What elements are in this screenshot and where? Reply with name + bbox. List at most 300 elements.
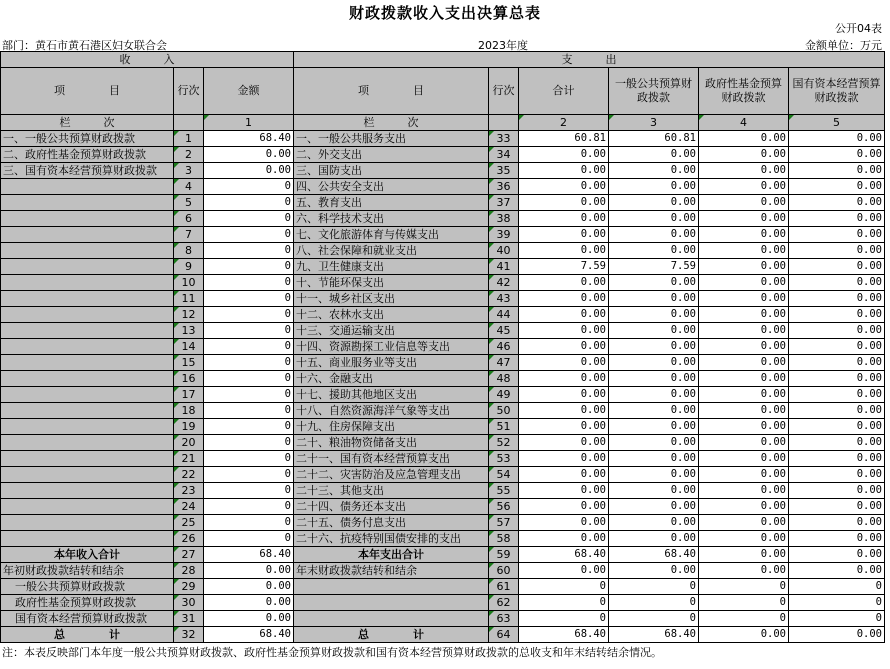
table-row	[1, 243, 885, 259]
expense-gov-fund[interactable]: 0.00	[699, 291, 789, 307]
blank-item	[294, 611, 489, 627]
expense-total[interactable]: 0.00	[519, 467, 609, 483]
expense-general-budget[interactable]: 0.00	[609, 499, 699, 515]
line-no: 25	[174, 515, 204, 531]
line-no: 64	[489, 627, 519, 643]
expense-gov-fund[interactable]: 0.00	[699, 179, 789, 195]
line-no: 2	[174, 147, 204, 163]
blank-item	[294, 595, 489, 611]
line-no: 16	[174, 371, 204, 387]
line-no: 14	[174, 339, 204, 355]
expense-item: 十九、住房保障支出	[294, 419, 489, 435]
expense-general-budget[interactable]: 0.00	[609, 355, 699, 371]
line-no: 60	[489, 563, 519, 579]
expense-gov-fund[interactable]: 0.00	[699, 403, 789, 419]
table-row	[1, 419, 885, 435]
cell-fund[interactable]: 0	[699, 579, 789, 595]
line-no: 59	[489, 547, 519, 563]
grand-expense-label: 总 计	[294, 627, 489, 643]
expense-gov-fund[interactable]: 0.00	[699, 243, 789, 259]
expense-item: 八、社会保障和就业支出	[294, 243, 489, 259]
income-item	[1, 227, 174, 243]
expense-state-capital[interactable]: 0.00	[789, 467, 885, 483]
income-item	[1, 419, 174, 435]
expense-item: 七、文化旅游体育与传媒支出	[294, 227, 489, 243]
begin-general-amount[interactable]: 0.00	[204, 579, 294, 595]
income-amount[interactable]: 0	[204, 419, 294, 435]
begin-capital-amount[interactable]: 0.00	[204, 611, 294, 627]
expense-total[interactable]: 0.00	[519, 163, 609, 179]
expense-state-capital[interactable]: 0.00	[789, 131, 885, 147]
expense-general-budget[interactable]: 0.00	[609, 179, 699, 195]
expense-total[interactable]: 0.00	[519, 291, 609, 307]
income-amount[interactable]: 0	[204, 339, 294, 355]
expense-total[interactable]: 0.00	[519, 307, 609, 323]
expense-state-capital[interactable]: 0.00	[789, 259, 885, 275]
income-amount[interactable]: 0	[204, 451, 294, 467]
report-title: 财政拨款收入支出决算总表	[348, 4, 541, 22]
expense-gov-fund[interactable]: 0.00	[699, 499, 789, 515]
expense-item: 二十五、债务付息支出	[294, 515, 489, 531]
expense-gov-fund[interactable]: 0.00	[699, 259, 789, 275]
income-amount[interactable]: 0	[204, 259, 294, 275]
expense-total[interactable]: 0.00	[519, 339, 609, 355]
line-no: 5	[174, 195, 204, 211]
line-no: 3	[174, 163, 204, 179]
income-item	[1, 387, 174, 403]
income-amount[interactable]: 0	[204, 291, 294, 307]
expense-gov-fund[interactable]: 0.00	[699, 419, 789, 435]
table-row	[1, 195, 885, 211]
expense-total[interactable]: 0.00	[519, 515, 609, 531]
line-no: 29	[174, 579, 204, 595]
expense-item: 十八、自然资源海洋气象等支出	[294, 403, 489, 419]
income-amount[interactable]: 0.00	[204, 147, 294, 163]
cell-general[interactable]: 0	[609, 611, 699, 627]
expense-total[interactable]: 0.00	[519, 275, 609, 291]
income-item	[1, 355, 174, 371]
cell-fund[interactable]: 0	[699, 595, 789, 611]
line-no: 6	[174, 211, 204, 227]
expense-state-capital[interactable]: 0.00	[789, 355, 885, 371]
income-item	[1, 211, 174, 227]
expense-item: 四、公共安全支出	[294, 179, 489, 195]
expense-state-capital[interactable]: 0.00	[789, 435, 885, 451]
expense-state-capital[interactable]: 0.00	[789, 483, 885, 499]
line-no: 22	[174, 467, 204, 483]
expense-general-budget[interactable]: 0.00	[609, 483, 699, 499]
expense-general-budget[interactable]: 0.00	[609, 371, 699, 387]
expense-gov-fund[interactable]: 0.00	[699, 451, 789, 467]
line-no: 47	[489, 355, 519, 371]
column-index-4: 4	[699, 115, 789, 131]
expense-total[interactable]: 0.00	[519, 227, 609, 243]
fiscal-year: 2023年度	[478, 39, 528, 52]
year-expense-capital[interactable]: 0.00	[789, 547, 885, 563]
table-row	[1, 531, 885, 547]
table-row	[1, 499, 885, 515]
income-item	[1, 307, 174, 323]
expense-general-budget[interactable]: 0.00	[609, 451, 699, 467]
expense-gov-fund[interactable]: 0.00	[699, 211, 789, 227]
column-index-2: 2	[519, 115, 609, 131]
expense-item: 五、教育支出	[294, 195, 489, 211]
line-no: 27	[174, 547, 204, 563]
expense-total[interactable]: 0.00	[519, 371, 609, 387]
grand-expense-capital[interactable]: 0.00	[789, 627, 885, 643]
column-index-1: 1	[204, 115, 294, 131]
expense-state-capital[interactable]: 0.00	[789, 339, 885, 355]
expense-state-capital[interactable]: 0.00	[789, 323, 885, 339]
expense-item: 九、卫生健康支出	[294, 259, 489, 275]
year-income-total-amount[interactable]: 68.40	[204, 547, 294, 563]
grand-expense-general[interactable]: 68.40	[609, 627, 699, 643]
grand-expense-total[interactable]: 68.40	[519, 627, 609, 643]
line-no: 49	[489, 387, 519, 403]
expense-general-budget[interactable]: 0.00	[609, 275, 699, 291]
income-amount[interactable]: 0	[204, 515, 294, 531]
expense-gov-fund[interactable]: 0.00	[699, 515, 789, 531]
begin-balance-amount[interactable]: 0.00	[204, 563, 294, 579]
expense-gov-fund[interactable]: 0.00	[699, 531, 789, 547]
end-balance-label: 年末财政拨款结转和结余	[294, 563, 489, 579]
cell-general[interactable]: 0	[609, 579, 699, 595]
expense-gov-fund[interactable]: 0.00	[699, 371, 789, 387]
expense-item-header: 项 目	[294, 68, 489, 115]
line-no: 26	[174, 531, 204, 547]
income-item	[1, 515, 174, 531]
expense-total[interactable]: 0.00	[519, 195, 609, 211]
line-no: 18	[174, 403, 204, 419]
expense-total[interactable]: 0.00	[519, 211, 609, 227]
column-index-blank	[489, 115, 519, 131]
expense-general-budget[interactable]: 0.00	[609, 291, 699, 307]
line-no: 48	[489, 371, 519, 387]
cell-total[interactable]: 0	[519, 595, 609, 611]
expense-general-budget[interactable]: 0.00	[609, 147, 699, 163]
line-no: 44	[489, 307, 519, 323]
expense-gov-fund[interactable]: 0.00	[699, 387, 789, 403]
expense-total[interactable]: 7.59	[519, 259, 609, 275]
expense-item: 十七、援助其他地区支出	[294, 387, 489, 403]
income-amount[interactable]: 0	[204, 435, 294, 451]
line-no: 15	[174, 355, 204, 371]
expense-state-capital[interactable]: 0.00	[789, 387, 885, 403]
line-no: 32	[174, 627, 204, 643]
expense-state-capital[interactable]: 0.00	[789, 419, 885, 435]
expense-gov-fund[interactable]: 0.00	[699, 339, 789, 355]
cell-fund[interactable]: 0	[699, 611, 789, 627]
end-balance-capital[interactable]: 0.00	[789, 563, 885, 579]
expense-state-capital[interactable]: 0.00	[789, 515, 885, 531]
grand-income-amount[interactable]: 68.40	[204, 627, 294, 643]
line-no: 51	[489, 419, 519, 435]
income-amount[interactable]: 0	[204, 467, 294, 483]
line-no: 11	[174, 291, 204, 307]
table-row	[1, 227, 885, 243]
income-item	[1, 179, 174, 195]
general-budget-header: 一般公共预算财政拨款	[609, 68, 699, 115]
income-item	[1, 195, 174, 211]
table-row	[1, 147, 885, 163]
line-no: 30	[174, 595, 204, 611]
expense-general-budget[interactable]: 0.00	[609, 403, 699, 419]
income-amount[interactable]: 0	[204, 499, 294, 515]
line-no: 38	[489, 211, 519, 227]
expense-general-budget[interactable]: 0.00	[609, 419, 699, 435]
expense-total[interactable]: 0.00	[519, 419, 609, 435]
income-amount[interactable]: 0	[204, 243, 294, 259]
expense-state-capital[interactable]: 0.00	[789, 211, 885, 227]
expense-total[interactable]: 0.00	[519, 403, 609, 419]
expense-gov-fund[interactable]: 0.00	[699, 435, 789, 451]
expense-state-capital[interactable]: 0.00	[789, 451, 885, 467]
income-amount[interactable]: 0	[204, 483, 294, 499]
line-no: 10	[174, 275, 204, 291]
expense-state-capital[interactable]: 0.00	[789, 403, 885, 419]
expense-gov-fund[interactable]: 0.00	[699, 195, 789, 211]
department-label: 部门：黄石市黄石港区妇女联合会	[2, 39, 167, 52]
income-item	[1, 467, 174, 483]
expense-state-capital[interactable]: 0.00	[789, 531, 885, 547]
line-no: 36	[489, 179, 519, 195]
expense-general-budget[interactable]: 0.00	[609, 211, 699, 227]
expense-total[interactable]: 0.00	[519, 499, 609, 515]
income-item	[1, 339, 174, 355]
year-expense-fund[interactable]: 0.00	[699, 547, 789, 563]
expense-total[interactable]: 0.00	[519, 451, 609, 467]
income-item	[1, 259, 174, 275]
cell-general[interactable]: 0	[609, 595, 699, 611]
expense-general-budget[interactable]: 0.00	[609, 323, 699, 339]
year-income-total-label: 本年收入合计	[1, 547, 174, 563]
income-amount[interactable]: 0	[204, 403, 294, 419]
line-no: 61	[489, 579, 519, 595]
table-row	[1, 211, 885, 227]
line-no: 4	[174, 179, 204, 195]
income-item	[1, 403, 174, 419]
begin-balance-label: 年初财政拨款结转和结余	[1, 563, 174, 579]
line-no: 34	[489, 147, 519, 163]
table-row	[1, 435, 885, 451]
gov-fund-header: 政府性基金预算财政拨款	[699, 68, 789, 115]
line-no: 54	[489, 467, 519, 483]
income-item	[1, 435, 174, 451]
expense-item: 十五、商业服务业等支出	[294, 355, 489, 371]
blank-item	[294, 579, 489, 595]
year-expense-total[interactable]: 68.40	[519, 547, 609, 563]
income-item	[1, 291, 174, 307]
expense-state-capital[interactable]: 0.00	[789, 307, 885, 323]
line-no: 41	[489, 259, 519, 275]
cell-capital[interactable]: 0	[789, 579, 885, 595]
expense-total[interactable]: 0.00	[519, 483, 609, 499]
line-no: 57	[489, 515, 519, 531]
grand-expense-fund[interactable]: 0.00	[699, 627, 789, 643]
expense-general-budget[interactable]: 7.59	[609, 259, 699, 275]
expense-gov-fund[interactable]: 0.00	[699, 147, 789, 163]
begin-fund-amount[interactable]: 0.00	[204, 595, 294, 611]
expense-total[interactable]: 0.00	[519, 179, 609, 195]
expense-state-capital[interactable]: 0.00	[789, 291, 885, 307]
end-balance-general[interactable]: 0.00	[609, 563, 699, 579]
income-amount[interactable]: 0	[204, 195, 294, 211]
table-row	[1, 387, 885, 403]
line-no: 56	[489, 499, 519, 515]
expense-total[interactable]: 0.00	[519, 147, 609, 163]
table-row	[1, 483, 885, 499]
line-no: 31	[174, 611, 204, 627]
table-row	[1, 259, 885, 275]
expense-item: 二十四、债务还本支出	[294, 499, 489, 515]
total-header: 合计	[519, 68, 609, 115]
expense-general-budget[interactable]: 60.81	[609, 131, 699, 147]
line-no: 43	[489, 291, 519, 307]
line-no: 55	[489, 483, 519, 499]
amount-unit: 金额单位：万元	[805, 39, 882, 52]
income-amount-header: 金额	[204, 68, 294, 115]
line-no: 1	[174, 131, 204, 147]
expense-general-budget[interactable]: 0.00	[609, 227, 699, 243]
line-no: 17	[174, 387, 204, 403]
expense-gov-fund[interactable]: 0.00	[699, 163, 789, 179]
income-item	[1, 243, 174, 259]
line-no: 45	[489, 323, 519, 339]
expense-gov-fund[interactable]: 0.00	[699, 275, 789, 291]
cell-capital[interactable]: 0	[789, 595, 885, 611]
line-no: 21	[174, 451, 204, 467]
begin-fund-label: 政府性基金预算财政拨款	[1, 595, 174, 611]
line-no: 20	[174, 435, 204, 451]
expense-total[interactable]: 0.00	[519, 531, 609, 547]
expense-general-budget[interactable]: 0.00	[609, 163, 699, 179]
expense-total[interactable]: 0.00	[519, 243, 609, 259]
expense-total[interactable]: 0.00	[519, 355, 609, 371]
line-no: 50	[489, 403, 519, 419]
expense-general-budget[interactable]: 0.00	[609, 387, 699, 403]
expense-general-budget[interactable]: 0.00	[609, 467, 699, 483]
year-expense-general[interactable]: 68.40	[609, 547, 699, 563]
income-item	[1, 499, 174, 515]
year-expense-total-label: 本年支出合计	[294, 547, 489, 563]
expense-item: 十一、城乡社区支出	[294, 291, 489, 307]
expense-total[interactable]: 0.00	[519, 387, 609, 403]
expense-item: 二十、粮油物资储备支出	[294, 435, 489, 451]
income-amount[interactable]: 0	[204, 275, 294, 291]
cell-total[interactable]: 0	[519, 611, 609, 627]
income-amount[interactable]: 0.00	[204, 163, 294, 179]
line-no: 28	[174, 563, 204, 579]
expense-gov-fund[interactable]: 0.00	[699, 467, 789, 483]
income-amount[interactable]: 0	[204, 307, 294, 323]
expense-state-capital[interactable]: 0.00	[789, 179, 885, 195]
table-row	[1, 179, 885, 195]
expense-line-header: 行次	[489, 68, 519, 115]
expense-total[interactable]: 0.00	[519, 323, 609, 339]
expense-gov-fund[interactable]: 0.00	[699, 355, 789, 371]
table-row	[1, 275, 885, 291]
expense-gov-fund[interactable]: 0.00	[699, 227, 789, 243]
income-item	[1, 483, 174, 499]
expense-state-capital[interactable]: 0.00	[789, 243, 885, 259]
expense-general-budget[interactable]: 0.00	[609, 195, 699, 211]
expense-total[interactable]: 0.00	[519, 435, 609, 451]
income-amount[interactable]: 0	[204, 387, 294, 403]
income-amount[interactable]: 0	[204, 531, 294, 547]
line-no: 46	[489, 339, 519, 355]
expense-item: 六、科学技术支出	[294, 211, 489, 227]
table-row	[1, 323, 885, 339]
expense-item: 十四、资源勘探工业信息等支出	[294, 339, 489, 355]
table-row	[1, 467, 885, 483]
expense-item: 十、节能环保支出	[294, 275, 489, 291]
income-amount[interactable]: 0	[204, 211, 294, 227]
expense-general-budget[interactable]: 0.00	[609, 339, 699, 355]
expense-state-capital[interactable]: 0.00	[789, 371, 885, 387]
expense-general-budget[interactable]: 0.00	[609, 243, 699, 259]
expense-general-budget[interactable]: 0.00	[609, 435, 699, 451]
expense-state-capital[interactable]: 0.00	[789, 163, 885, 179]
end-balance-total[interactable]: 0.00	[519, 563, 609, 579]
expense-item: 十六、金融支出	[294, 371, 489, 387]
table-row	[1, 371, 885, 387]
table-row	[1, 163, 885, 179]
line-no: 23	[174, 483, 204, 499]
expense-gov-fund[interactable]: 0.00	[699, 483, 789, 499]
line-no: 58	[489, 531, 519, 547]
expense-general-budget[interactable]: 0.00	[609, 515, 699, 531]
expense-state-capital[interactable]: 0.00	[789, 227, 885, 243]
line-no: 40	[489, 243, 519, 259]
table-row	[1, 515, 885, 531]
expense-state-capital[interactable]: 0.00	[789, 275, 885, 291]
line-no: 33	[489, 131, 519, 147]
expense-total[interactable]: 60.81	[519, 131, 609, 147]
income-amount[interactable]: 0	[204, 227, 294, 243]
expense-item: 二十一、国有资本经营预算支出	[294, 451, 489, 467]
expense-gov-fund[interactable]: 0.00	[699, 131, 789, 147]
column-index-3: 3	[609, 115, 699, 131]
expense-general-budget[interactable]: 0.00	[609, 531, 699, 547]
expense-general-budget[interactable]: 0.00	[609, 307, 699, 323]
income-amount[interactable]: 0	[204, 371, 294, 387]
line-no: 52	[489, 435, 519, 451]
expense-state-capital[interactable]: 0.00	[789, 499, 885, 515]
table-row	[1, 307, 885, 323]
column-index-label: 栏 次	[294, 115, 489, 131]
line-no: 35	[489, 163, 519, 179]
table-row	[1, 339, 885, 355]
expense-item: 三、国防支出	[294, 163, 489, 179]
cell-capital[interactable]: 0	[789, 611, 885, 627]
expense-item: 二十六、抗疫特别国债安排的支出	[294, 531, 489, 547]
expense-state-capital[interactable]: 0.00	[789, 147, 885, 163]
grand-income-label: 总 计	[1, 627, 174, 643]
expense-gov-fund[interactable]: 0.00	[699, 323, 789, 339]
table-row	[1, 355, 885, 371]
expense-state-capital[interactable]: 0.00	[789, 195, 885, 211]
expense-gov-fund[interactable]: 0.00	[699, 307, 789, 323]
income-amount[interactable]: 0	[204, 355, 294, 371]
cell-total[interactable]: 0	[519, 579, 609, 595]
income-item	[1, 451, 174, 467]
income-amount[interactable]: 0	[204, 323, 294, 339]
end-balance-fund[interactable]: 0.00	[699, 563, 789, 579]
line-no: 9	[174, 259, 204, 275]
income-item	[1, 323, 174, 339]
income-amount[interactable]: 0	[204, 179, 294, 195]
income-amount[interactable]: 68.40	[204, 131, 294, 147]
